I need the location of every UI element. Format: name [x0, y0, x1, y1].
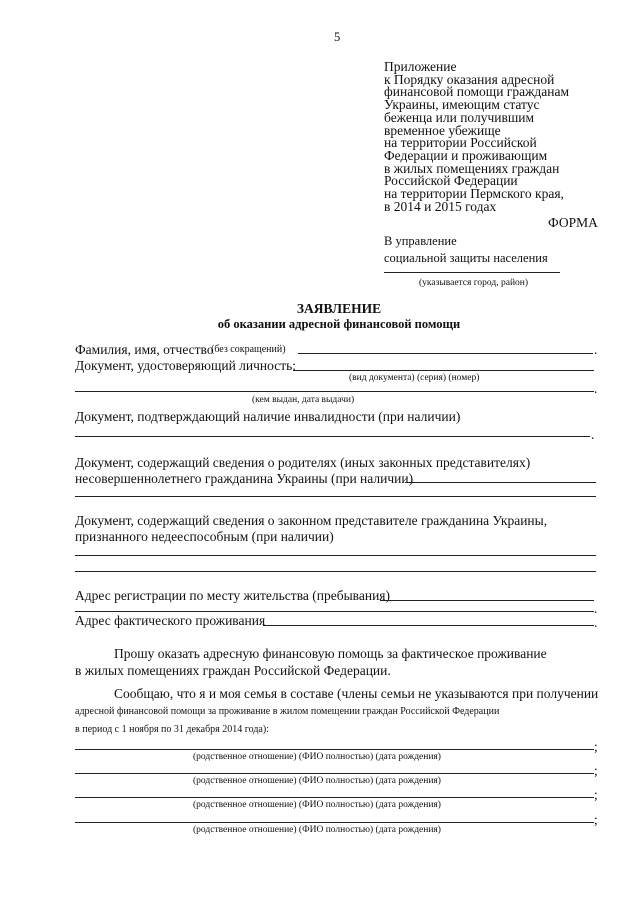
reg-address-label: Адрес регистрации по месту жительства (пребывания) [75, 588, 391, 603]
reg-address-period: . [594, 601, 598, 616]
legal-rep-field-1[interactable] [75, 555, 596, 556]
appendix-line: Приложение [384, 59, 457, 74]
appendix-line: на территории Пермского края, [384, 186, 564, 201]
parents-doc-field-2[interactable] [75, 496, 596, 497]
appendix-line: на территории Российской [384, 135, 537, 151]
fio-period: . [594, 342, 598, 357]
appendix-line: Федерации и проживающим [384, 147, 548, 163]
legal-rep-line2: признанного недееспособным (при наличии) [75, 529, 334, 544]
appendix-line: беженца или получившим [384, 109, 535, 125]
reg-address-field[interactable] [380, 600, 594, 601]
appendix-line: Украины, имеющим статус [384, 97, 540, 113]
form-label: ФОРМА [548, 215, 598, 230]
parents-doc-field-1[interactable] [405, 482, 596, 483]
family-member-semicolon: ; [594, 787, 598, 802]
family-member-semicolon: ; [594, 812, 598, 827]
parents-doc-line2: несовершеннолетнего гражданина Украины (при наличии) [75, 471, 414, 486]
parents-doc-line1: Документ, содержащий сведения о родителях (иных законных представителях) [75, 455, 531, 470]
disability-doc-field[interactable] [75, 436, 590, 437]
family-member-semicolon: ; [594, 739, 598, 754]
appendix-line: в жилых помещениях граждан [384, 160, 560, 176]
actual-address-period: . [594, 615, 598, 630]
family-member-field[interactable] [75, 822, 594, 823]
issued-period: . [594, 381, 598, 396]
addressee-hint: (указывается город, район) [419, 278, 529, 288]
family-member-field[interactable] [75, 749, 594, 750]
page-title: ЗАЯВЛЕНИЕ [296, 301, 382, 316]
family-member-field[interactable] [75, 797, 594, 798]
request-line2: в жилых помещениях граждан Российской Федерации. [75, 663, 391, 678]
addressee-line1: В управление [384, 234, 457, 248]
identity-doc-field[interactable] [293, 370, 594, 371]
page-number: 5 [334, 30, 341, 44]
addressee-field[interactable] [384, 272, 560, 273]
identity-doc-label: Документ, удостоверяющий личность: [75, 358, 297, 373]
actual-address-label: Адрес фактического проживания [75, 613, 266, 628]
issued-field[interactable] [75, 391, 594, 392]
legal-rep-field-2[interactable] [75, 571, 596, 572]
appendix-line: Российской Федерации [384, 173, 518, 189]
fio-label: Фамилия, имя, отчество [75, 342, 214, 357]
reg-address-field-2[interactable] [75, 611, 594, 612]
identity-doc-hint: (вид документа) (серия) (номер) [349, 373, 480, 383]
family-line3: в период с 1 ноября по 31 декабря 2014 года): [75, 724, 269, 735]
addressee-line2: социальной защиты населения [384, 251, 548, 265]
family-member-hint: (родственное отношение) (ФИО полностью) (дата рождения) [193, 800, 441, 810]
family-line2: адресной финансовой помощи за проживание в жилом помещении граждан Российской Федерации [75, 706, 500, 717]
appendix-line: в 2014 и 2015 годах [384, 198, 497, 214]
family-member-hint: (родственное отношение) (ФИО полностью) (дата рождения) [193, 776, 441, 786]
disability-period: . [591, 427, 595, 442]
request-line1: Прошу оказать адресную финансовую помощь за фактическое проживание [114, 646, 547, 661]
appendix-line: финансовой помощи гражданам [384, 84, 570, 100]
family-member-hint: (родственное отношение) (ФИО полностью) (дата рождения) [193, 825, 441, 835]
actual-address-field[interactable] [263, 625, 594, 626]
appendix-line: к Порядку оказания адресной [384, 71, 555, 87]
family-line1: Сообщаю, что я и моя семья в составе (члены семьи не указываются при получении [114, 686, 599, 701]
fio-hint: (без сокращений) [211, 344, 286, 355]
fio-field[interactable] [298, 353, 593, 354]
appendix-line: временное убежище [384, 122, 501, 138]
family-member-hint: (родственное отношение) (ФИО полностью) (дата рождения) [193, 752, 441, 762]
issued-hint: (кем выдан, дата выдачи) [252, 395, 355, 405]
page-subtitle: об оказании адресной финансовой помощи [217, 317, 461, 331]
disability-doc-label: Документ, подтверждающий наличие инвалидности (при наличии) [75, 409, 461, 424]
family-member-field[interactable] [75, 773, 594, 774]
family-member-semicolon: ; [594, 763, 598, 778]
legal-rep-line1: Документ, содержащий сведения о законном представителе гражданина Украины, [75, 513, 548, 528]
